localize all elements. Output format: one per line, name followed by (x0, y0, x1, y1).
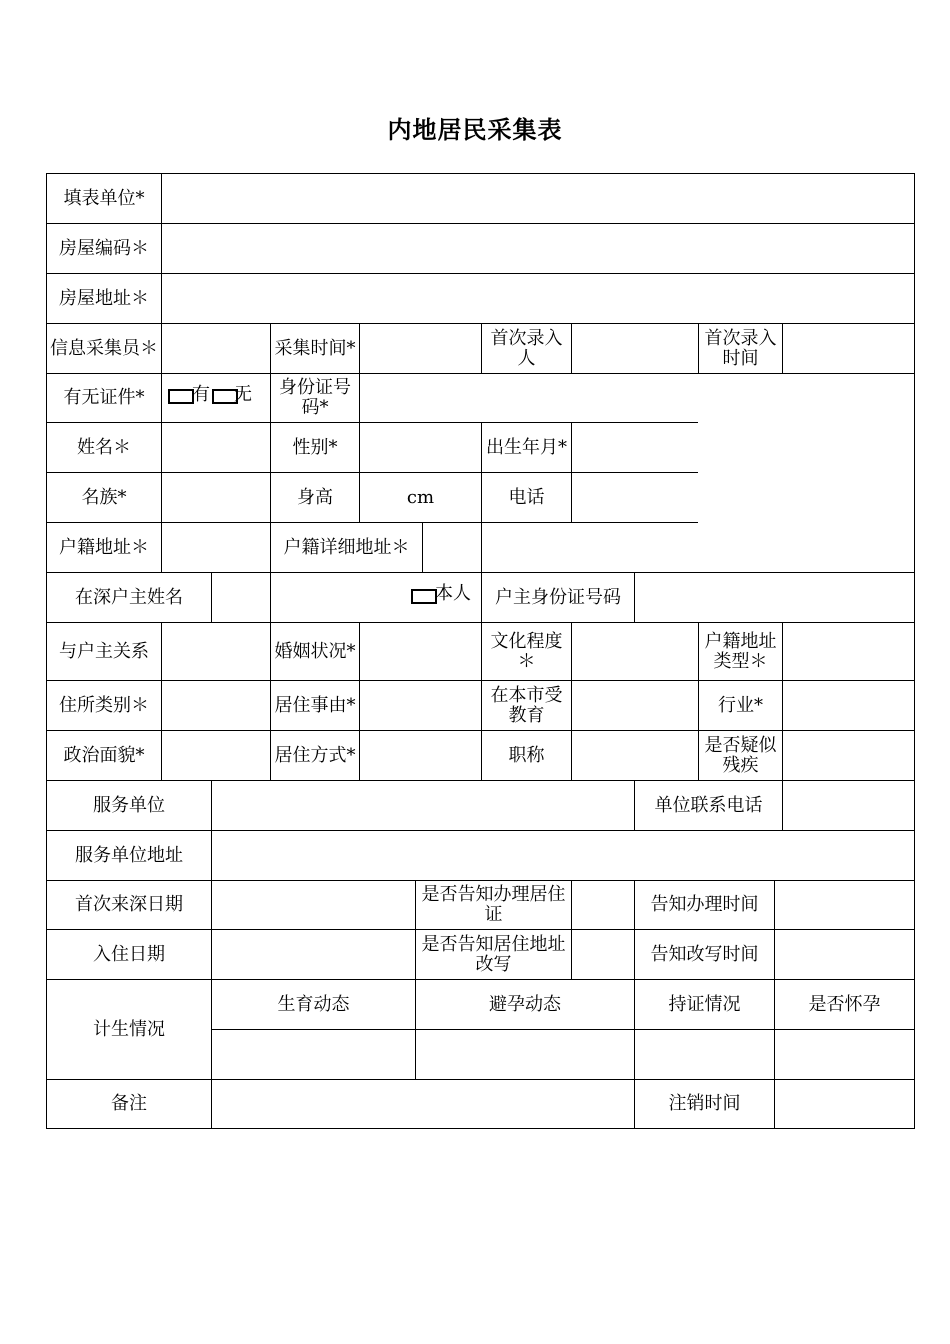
label-gender: 性别* (292, 436, 338, 458)
employer-value[interactable] (212, 781, 634, 830)
label-ethnicity: 名族* (81, 486, 127, 508)
notify-address-time-value[interactable] (775, 930, 914, 979)
hukou-address-value[interactable] (162, 523, 270, 572)
label-id-number: 身份证号码* (279, 377, 351, 418)
has-id-yes-checkbox[interactable] (168, 389, 194, 404)
label-birth: 出生年月* (486, 436, 567, 458)
label-hukou-detail: 户籍详细地址＊ (283, 536, 410, 558)
label-householder-id: 户主身份证号码 (495, 586, 621, 608)
label-industry: 行业* (718, 694, 763, 716)
label-has-id: 有无证件* (63, 387, 145, 408)
job-title-value[interactable] (572, 731, 698, 780)
label-move-in-date: 入住日期 (93, 943, 165, 965)
householder-self-label: 本人 (435, 583, 471, 604)
height-unit: cm (406, 486, 435, 508)
disability-value[interactable] (783, 731, 914, 780)
label-notified-address: 是否告知居住地址改写 (421, 933, 566, 975)
industry-value[interactable] (783, 681, 914, 730)
id-number-value[interactable] (360, 374, 698, 422)
label-residence-mode: 居住方式* (274, 744, 356, 766)
table-rule (46, 1128, 915, 1129)
phone-value[interactable] (572, 473, 698, 522)
label-notify-address-time: 告知改写时间 (650, 943, 759, 965)
label-height: 身高 (297, 486, 333, 508)
name-value[interactable] (162, 423, 270, 472)
label-marital: 婚姻状况* (274, 640, 356, 662)
label-disability: 是否疑似残疾 (704, 734, 777, 776)
notify-permit-time-value[interactable] (775, 881, 914, 929)
notified-address-value[interactable] (572, 930, 634, 979)
label-hukou-type: 户籍地址类型＊ (704, 630, 777, 672)
label-fertility: 生育动态 (277, 993, 350, 1015)
label-householder-name: 在深户主姓名 (75, 586, 183, 608)
contraception-value[interactable] (416, 1030, 634, 1079)
certificate-value[interactable] (635, 1030, 774, 1079)
label-employer-address: 服务单位地址 (75, 844, 183, 866)
fertility-value[interactable] (212, 1030, 415, 1079)
label-notify-permit-time: 告知办理时间 (650, 894, 759, 915)
ethnicity-value[interactable] (162, 473, 270, 522)
has-id-yes-label: 有 (192, 384, 210, 405)
label-relation: 与户主关系 (59, 640, 149, 662)
label-first-entry-person: 首次录入人 (490, 327, 563, 369)
householder-name-value[interactable] (212, 573, 410, 622)
first-arrival-value[interactable] (212, 881, 415, 929)
cancel-time-value[interactable] (775, 1080, 914, 1128)
house-address-value[interactable] (162, 274, 914, 323)
householder-self-checkbox[interactable] (411, 589, 437, 604)
move-in-date-value[interactable] (212, 930, 415, 979)
local-education-value[interactable] (572, 681, 698, 730)
residence-category-value[interactable] (162, 681, 270, 730)
political-value[interactable] (162, 731, 270, 780)
label-hukou-address: 户籍地址＊ (59, 536, 149, 558)
label-contraception: 避孕动态 (489, 993, 561, 1015)
label-family-planning: 计生情况 (93, 1018, 165, 1040)
photo-area[interactable] (699, 374, 914, 572)
first-entry-time-value[interactable] (783, 324, 914, 373)
collector-value[interactable] (162, 324, 270, 373)
collect-time-value[interactable] (360, 324, 481, 373)
label-residence-reason: 居住事由* (274, 694, 356, 716)
relation-value[interactable] (162, 623, 270, 680)
first-entry-person-value[interactable] (572, 324, 698, 373)
label-house-address: 房屋地址＊ (59, 287, 149, 309)
remarks-value[interactable] (212, 1080, 634, 1128)
fill-unit-value[interactable] (162, 174, 914, 223)
form-title: 内地居民采集表 (387, 115, 563, 144)
education-value[interactable] (572, 623, 698, 680)
label-cancel-time: 注销时间 (668, 1093, 741, 1114)
has-id-no-label: 无 (234, 384, 252, 405)
label-remarks: 备注 (111, 1093, 147, 1114)
label-notified-permit: 是否告知办理居住证 (421, 884, 566, 925)
label-political: 政治面貌* (63, 744, 145, 766)
label-phone: 电话 (508, 486, 545, 508)
table-rule (914, 173, 915, 1129)
hukou-detail-value[interactable] (423, 523, 698, 572)
employer-phone-value[interactable] (783, 781, 914, 830)
residence-reason-value[interactable] (360, 681, 481, 730)
employer-address-value[interactable] (212, 831, 914, 880)
birth-value[interactable] (572, 423, 698, 472)
label-house-code: 房屋编码＊ (59, 237, 149, 259)
house-code-value[interactable] (162, 224, 914, 273)
label-job-title: 职称 (508, 744, 545, 766)
label-pregnant: 是否怀孕 (808, 993, 881, 1015)
marital-value[interactable] (360, 623, 481, 680)
label-employer-phone: 单位联系电话 (654, 794, 763, 816)
label-first-arrival: 首次来深日期 (75, 894, 183, 915)
label-first-entry-time: 首次录入时间 (704, 327, 777, 369)
label-collect-time: 采集时间* (274, 337, 356, 359)
householder-id-value[interactable] (635, 573, 914, 622)
label-name: 姓名＊ (77, 436, 131, 458)
label-local-education: 在本市受教育 (490, 684, 563, 726)
hukou-type-value[interactable] (783, 623, 914, 680)
notified-permit-value[interactable] (572, 881, 634, 929)
label-collector: 信息采集员＊ (50, 337, 158, 359)
label-certificate: 持证情况 (668, 993, 741, 1015)
label-education: 文化程度＊ (490, 630, 563, 672)
gender-value[interactable] (360, 423, 481, 472)
residence-mode-value[interactable] (360, 731, 481, 780)
label-fill-unit: 填表单位* (63, 187, 145, 209)
label-residence-category: 住所类别＊ (59, 694, 149, 716)
label-employer: 服务单位 (93, 794, 165, 816)
pregnant-value[interactable] (775, 1030, 914, 1079)
